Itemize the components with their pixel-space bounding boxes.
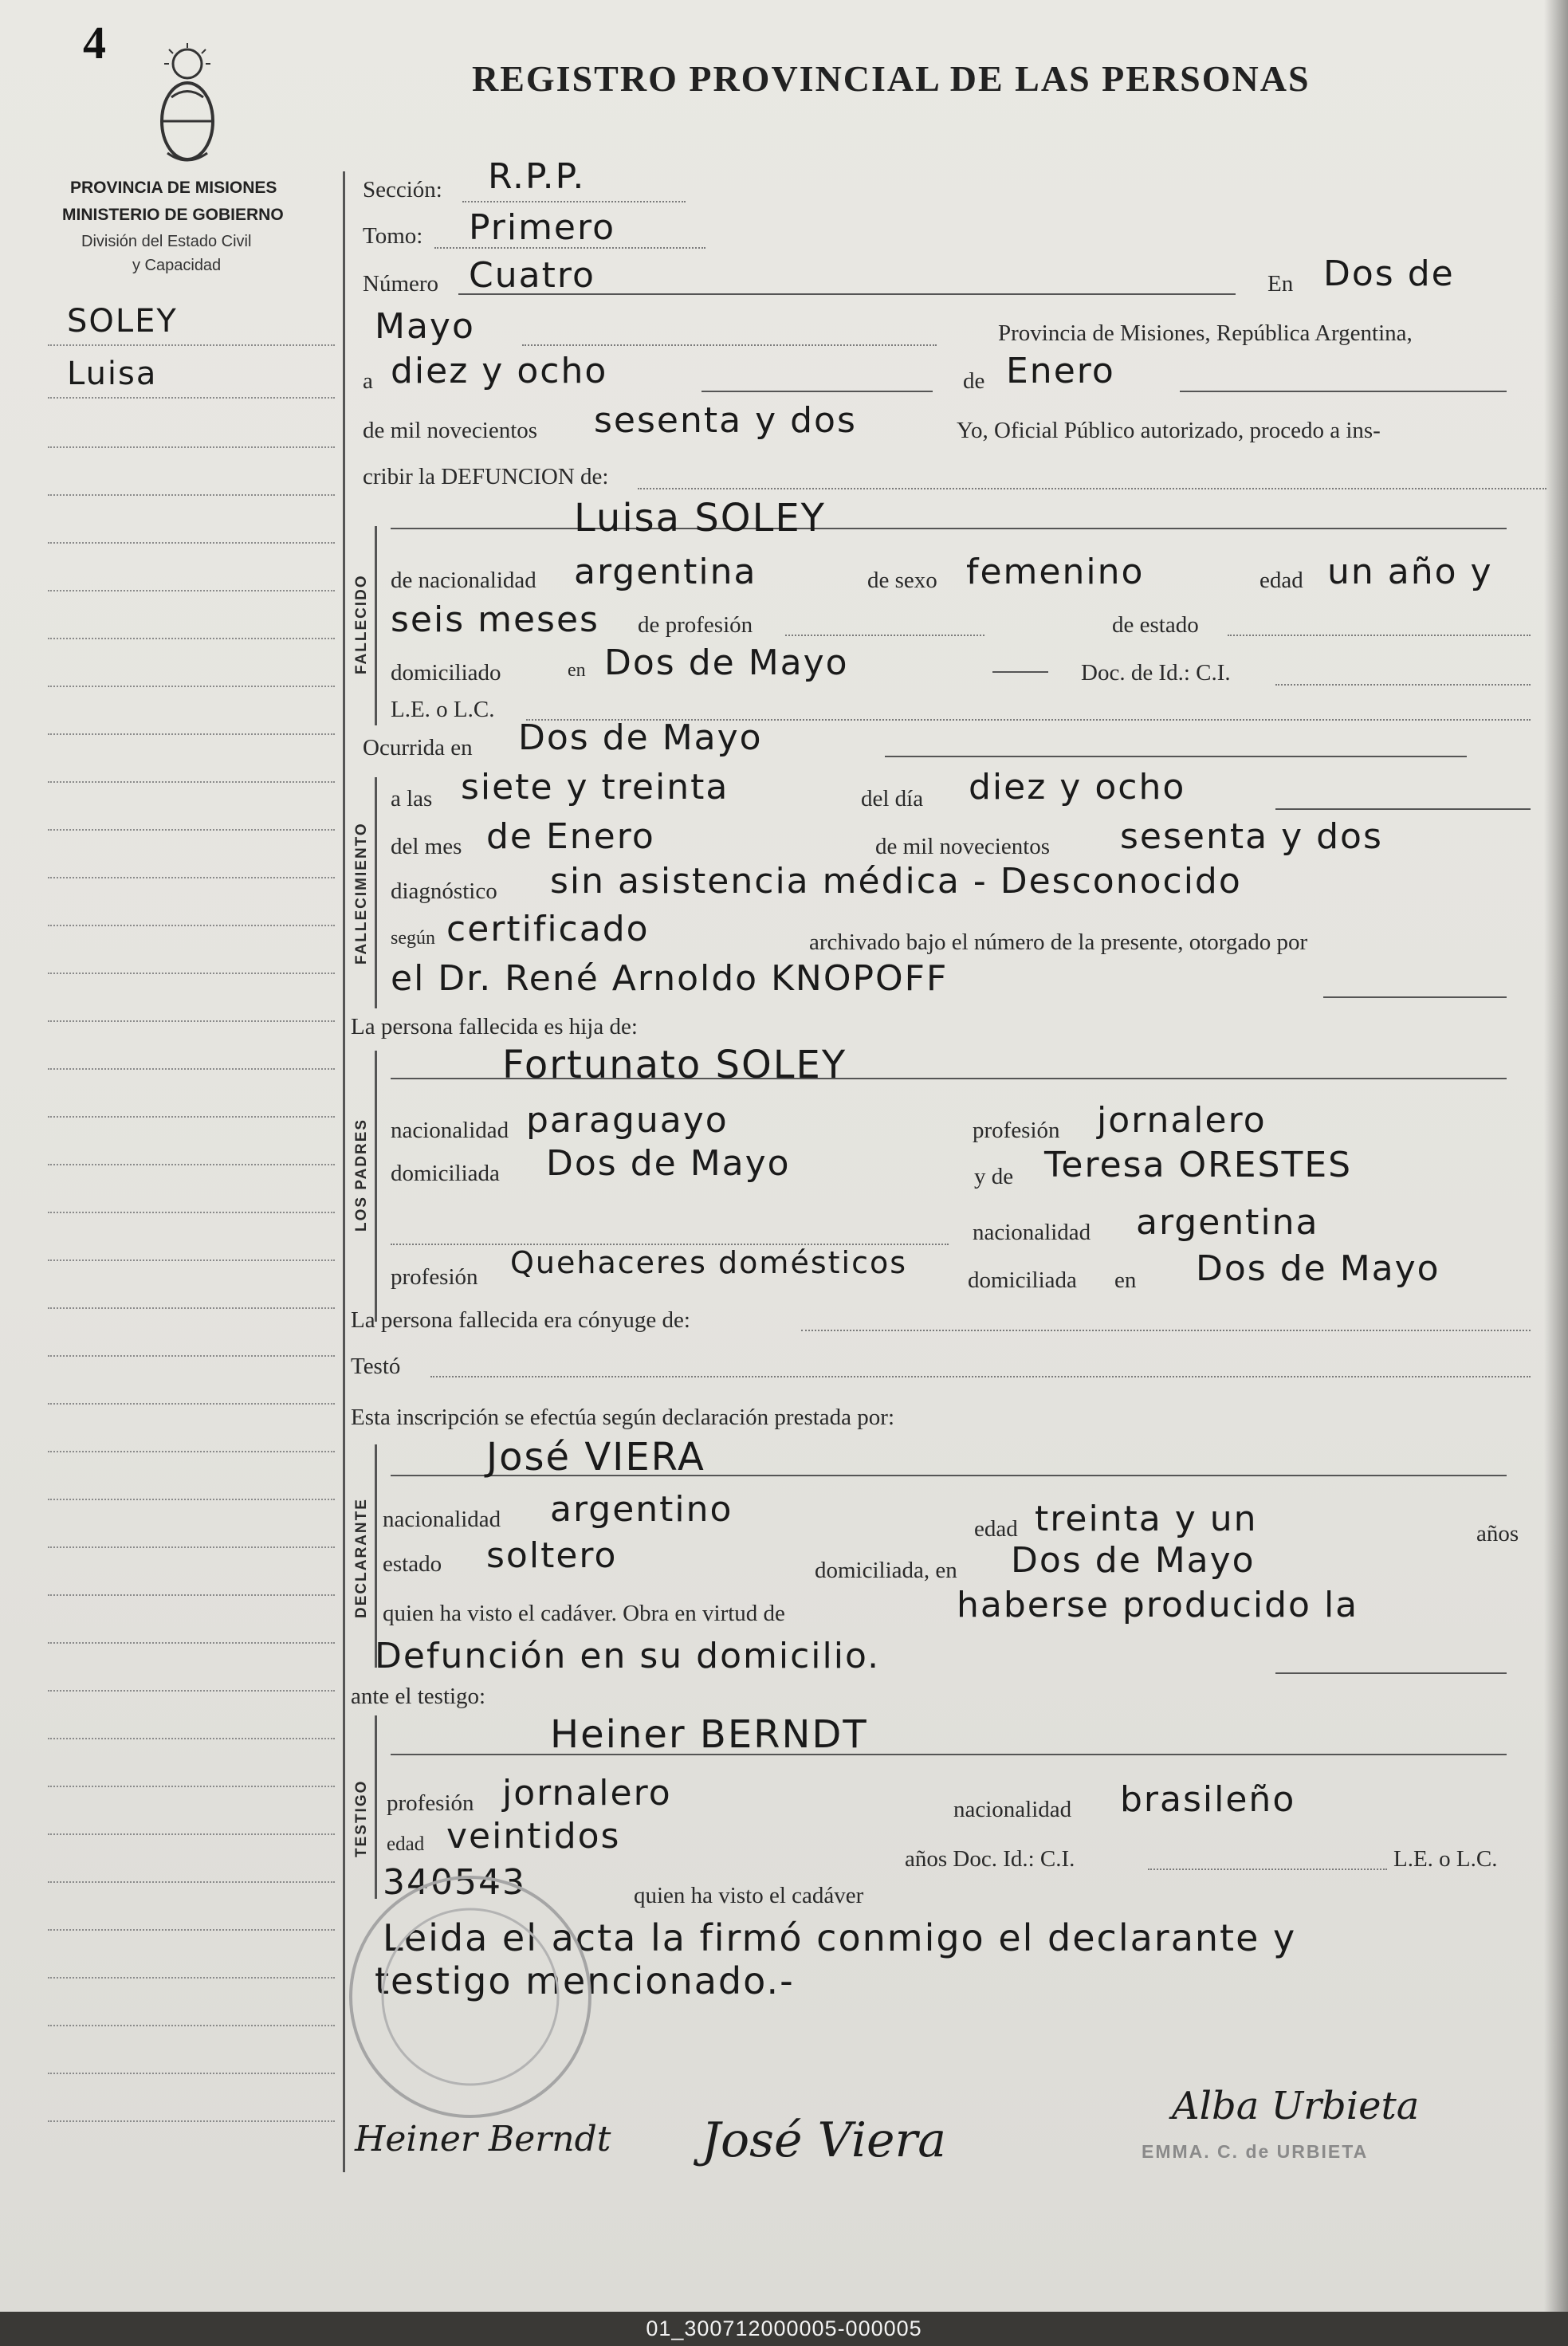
official-seal-icon [335, 1865, 606, 2128]
signature-oficial: Alba Urbieta [1172, 2084, 1420, 2128]
section-los-padres: LOS PADRES [353, 1118, 370, 1232]
value-edad-2: seis meses [391, 599, 599, 640]
value-test-doc: 340543 [383, 1862, 526, 1903]
value-madre-nac: argentina [1136, 1202, 1319, 1243]
signature-declarante: José Viera [701, 2112, 946, 2168]
page-number: 4 [83, 17, 106, 69]
label-test-edad: edad [387, 1833, 425, 1855]
section-fallecimiento: FALLECIMIENTO [353, 822, 370, 965]
value-padre-prof: jornalero [1097, 1100, 1267, 1141]
value-obra-2: Defunción en su domicilio. [375, 1636, 881, 1676]
label-yo: Yo, Oficial Público autorizado, procedo a ins- [957, 418, 1381, 443]
label-madre-nacionalidad: nacionalidad [973, 1220, 1091, 1245]
label-test-anos-doc: años Doc. Id.: C.I. [905, 1846, 1075, 1872]
label-doc: Doc. de Id.: C.I. [1081, 660, 1231, 686]
image-id-footer: 01_300712000005-000005 [0, 2312, 1568, 2346]
label-madre-domiciliada: domiciliada [968, 1267, 1077, 1293]
value-anio: sesenta y dos [594, 400, 857, 441]
label-decl-edad: edad [974, 1516, 1018, 1542]
label-ocurrida: Ocurrida en [363, 735, 473, 760]
label-padre-profesion: profesión [973, 1118, 1060, 1143]
value-medico: el Dr. René Arnoldo KNOPOFF [391, 958, 949, 999]
value-obra: haberse producido la [957, 1585, 1359, 1625]
label-ante-testigo: ante el testigo: [351, 1684, 486, 1709]
margin-surname: SOLEY [67, 303, 178, 340]
label-y-de: y de [974, 1164, 1014, 1189]
fallecido-bracket [375, 526, 377, 725]
label-le: L.E. o L.C. [391, 697, 495, 722]
value-test-edad: veintidos [446, 1816, 621, 1857]
label-del-mes: del mes [391, 834, 462, 859]
value-anio-fallec: sesenta y dos [1120, 816, 1383, 857]
label-numero: Número [363, 271, 439, 297]
value-decl-dom: Dos de Mayo [1011, 1540, 1256, 1581]
value-leida-2: testigo mencionado.- [375, 1959, 795, 2002]
value-testigo: Heiner BERNDT [550, 1712, 868, 1757]
value-ocurrida: Dos de Mayo [518, 717, 763, 758]
padres-bracket [375, 1051, 377, 1322]
label-a-las: a las [391, 786, 433, 811]
label-estado-de: de estado [1112, 612, 1199, 638]
value-madre-prof: Quehaceres domésticos [510, 1245, 908, 1280]
label-domiciliado: domiciliado [391, 660, 501, 686]
stamp-name: EMMA. C. de URBIETA [1142, 2141, 1369, 2162]
label-de: de [963, 368, 985, 394]
label-testo: Testó [351, 1354, 401, 1379]
value-en-lugar: Dos de [1323, 253, 1455, 294]
office-line-2: MINISTERIO DE GOBIERNO [62, 206, 284, 224]
value-decl-nac: argentino [550, 1489, 733, 1530]
label-test-nacionalidad: nacionalidad [953, 1797, 1072, 1822]
value-hora: siete y treinta [461, 767, 729, 808]
value-seccion: R.P.P. [488, 156, 586, 197]
value-certificado: certificado [446, 909, 650, 949]
value-leida: Leida el acta la firmó conmigo el declarante y [383, 1916, 1297, 1959]
label-quien-ha-visto: quien ha visto el cadáver. Obra en virtud de [383, 1601, 785, 1626]
section-testigo: TESTIGO [353, 1779, 370, 1857]
office-line-4: y Capacidad [132, 257, 222, 274]
label-madre-en: en [1114, 1267, 1137, 1293]
label-del-dia: del día [861, 786, 924, 811]
value-padre-nac: paraguayo [526, 1100, 729, 1141]
label-archivado: archivado bajo el número de la presente, otorgado por [809, 929, 1308, 955]
label-conyuge: La persona fallecida era cónyuge de: [351, 1307, 690, 1333]
value-nombre: Luisa SOLEY [574, 496, 826, 540]
section-fallecido: FALLECIDO [353, 574, 370, 674]
value-domicilio: Dos de Mayo [604, 642, 849, 683]
label-mil: de mil novecientos [363, 418, 538, 443]
fallecimiento-bracket [375, 777, 377, 1008]
value-padre: Fortunato SOLEY [502, 1043, 847, 1087]
label-hija-de: La persona fallecida es hija de: [351, 1014, 638, 1039]
label-edad: edad [1260, 568, 1303, 593]
label-seccion: Sección: [363, 177, 442, 202]
label-de-mil-nov: de mil novecientos [875, 834, 1051, 859]
value-diagnostico: sin asistencia médica - Desconocido [550, 861, 1242, 902]
value-padre-dom: Dos de Mayo [546, 1143, 791, 1184]
value-tomo: Primero [469, 207, 616, 248]
label-nacionalidad-de: de nacionalidad [391, 568, 536, 593]
label-inscripcion: Esta inscripción se efectúa según declaración prestada por: [351, 1405, 895, 1430]
value-numero: Cuatro [469, 255, 595, 296]
value-dia: diez y ocho [391, 351, 608, 391]
label-decl-nacionalidad: nacionalidad [383, 1507, 501, 1532]
value-en-lugar-2: Mayo [375, 306, 475, 347]
office-line-1: PROVINCIA DE MISIONES [70, 179, 277, 197]
label-en-domicilio: en [568, 660, 586, 681]
label-segun: según [391, 928, 435, 949]
label-tomo: Tomo: [363, 223, 423, 249]
value-mes: Enero [1006, 351, 1115, 391]
value-decl-edad: treinta y un [1035, 1499, 1258, 1539]
value-declarante: José VIERA [486, 1435, 705, 1480]
label-decl-anos: años [1476, 1521, 1519, 1546]
label-inscribir: cribir la DEFUNCION de: [363, 464, 609, 489]
value-test-nac: brasileño [1120, 1779, 1296, 1820]
label-a: a [363, 368, 373, 394]
value-decl-estado: soltero [486, 1535, 618, 1576]
value-dia-fallec: diez y ocho [969, 767, 1186, 808]
label-decl-domiciliada: domiciliada, en [815, 1558, 957, 1583]
label-profesion-de: de profesión [638, 612, 753, 638]
label-provincia: Provincia de Misiones, República Argentina, [998, 320, 1413, 346]
value-test-prof: jornalero [502, 1773, 672, 1814]
label-padre-nacionalidad: nacionalidad [391, 1118, 509, 1143]
value-mes-fallec: de Enero [486, 816, 655, 857]
value-madre: Teresa ORESTES [1044, 1145, 1353, 1185]
margin-given-name: Luisa [67, 356, 158, 392]
declarante-bracket [375, 1444, 377, 1668]
coat-of-arms-icon [151, 41, 223, 169]
label-madre-profesion: profesión [391, 1264, 478, 1290]
value-madre-dom: Dos de Mayo [1196, 1248, 1440, 1289]
label-test-profesion: profesión [387, 1790, 474, 1816]
value-nacionalidad: argentina [574, 552, 757, 592]
section-declarante: DECLARANTE [353, 1498, 370, 1618]
document-title: REGISTRO PROVINCIAL DE LAS PERSONAS [472, 58, 1311, 99]
label-en: En [1267, 271, 1294, 297]
label-sexo: de sexo [867, 568, 937, 593]
value-sexo: femenino [966, 552, 1145, 592]
label-quien-cadaver: quien ha visto el cadáver [634, 1883, 864, 1908]
office-line-3: División del Estado Civil [81, 233, 252, 250]
label-diagnostico: diagnóstico [391, 878, 497, 904]
label-padre-domiciliada: domiciliada [391, 1161, 500, 1186]
value-edad: un año y [1327, 552, 1493, 592]
label-decl-estado: estado [383, 1551, 442, 1577]
label-test-le: L.E. o L.C. [1393, 1846, 1498, 1872]
signature-testigo: Heiner Berndt [355, 2119, 611, 2159]
